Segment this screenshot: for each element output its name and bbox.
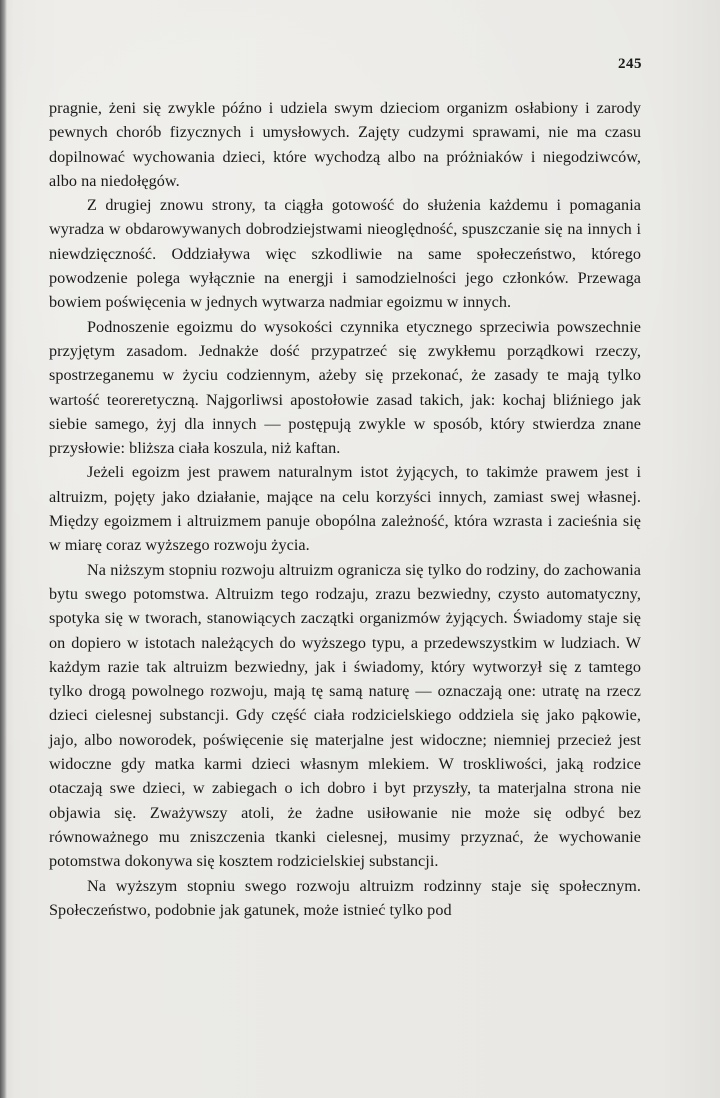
book-spine-shadow bbox=[0, 0, 7, 1098]
paragraph-6: Na wyższym stopniu swego rozwoju altruizm rodzinny staje się społecznym. Społeczeństwo, podobnie jak gatunek, może istnieć tylko pod bbox=[49, 876, 641, 919]
paragraph-3: Podnoszenie egoizmu do wysokości czynnika etycznego sprzeciwia powszechnie przyjętym zasadom. Jednakże dość przypatrzeć się zwykłemu porządkowi rzeczy, spostrzeganemu w życiu codziennym, ażeby się przekonać, że zasady te mają tylko wartość teoreretyczną. Najgorliwsi apostołowie zasad takich, jak: kochaj bliźniego jak siebie samego, żyj dla innych — postępują zwykle w sposób, który stwierdza znane przysłowie: bliższa ciała koszula, niż kaftan. bbox=[49, 317, 641, 458]
paragraph-2: Z drugiej znowu strony, ta ciągła gotowość do służenia każdemu i pomagania wyradza w obdarowywanych dobrodziejstwami nieoględność, spuszczanie się na innych i niewdzięczność. Oddziaływa więc szkodliwie na same społeczeństwo, którego powodzenie polega wyłącznie na energji i samodzielności jego członków. Przewaga bowiem poświęcenia w jednych wytwarza nadmiar egoizmu w innych. bbox=[49, 196, 641, 312]
paragraph-4: Jeżeli egoizm jest prawem naturalnym istot żyjących, to takimże prawem jest i altruizm, pojęty jako działanie, mające na celu korzyści innych, zamiast swej własnej. Między egoizmem i altruizmem panuje obopólna zależność, która wzrasta i zacieśnia się w miarę coraz wyższego rozwoju życia. bbox=[49, 463, 641, 555]
page-number: 245 bbox=[618, 56, 642, 72]
paragraph-continuation: pragnie, żeni się zwykle późno i udziela swym dzieciom organizm osłabiony i zarody pewnych chorób fizycznych i umysłowych. Zajęty cudzymi sprawami, nie ma czasu dopilnować wychowania dzieci, które wychodzą albo na próżniaków i niegodziwców, albo na niedołęgów. bbox=[49, 99, 641, 190]
paragraph-5: Na niższym stopniu rozwoju altruizm ogranicza się tylko do rodziny, do zachowania bytu swego potomstwa. Altruizm tego rodzaju, zrazu bezwiedny, czysto automatyczny, spotyka się w tworach, stanowiących zaczątki organizmów żyjących. Świadomy staje się on dopiero w istotach należących do wyższego typu, a przedewszystkim w ludziach. W każdym razie tak altruizm bezwiedny, jak i świadomy, który wytworzył się z tamtego tylko drogą powolnego rozwoju, mają tę samą naturę — oznaczają one: utratę na rzecz dzieci cielesnej substancji. Gdy część ciała rodzicielskiego oddziela się jako pąkowie, jajo, albo noworodek, poświęcenie się materjalne jest widoczne; niemniej przecież jest widoczne gdy matka karmi dzieci własnym mlekiem. W troskliwości, jaką rodzice otaczają swe dzieci, w zabiegach o ich dobro i byt przyszły, ta materjalna strona nie objawia się. Zważywszy atoli, że żadne usiłowanie nie może się odbyć bez równoważnego mu zniszczenia tkanki cielesnej, musimy przyznać, że wychowanie potomstwa dokonywa się kosztem rodzicielskiej substancji. bbox=[49, 560, 641, 871]
body-text bbox=[49, 96, 641, 922]
